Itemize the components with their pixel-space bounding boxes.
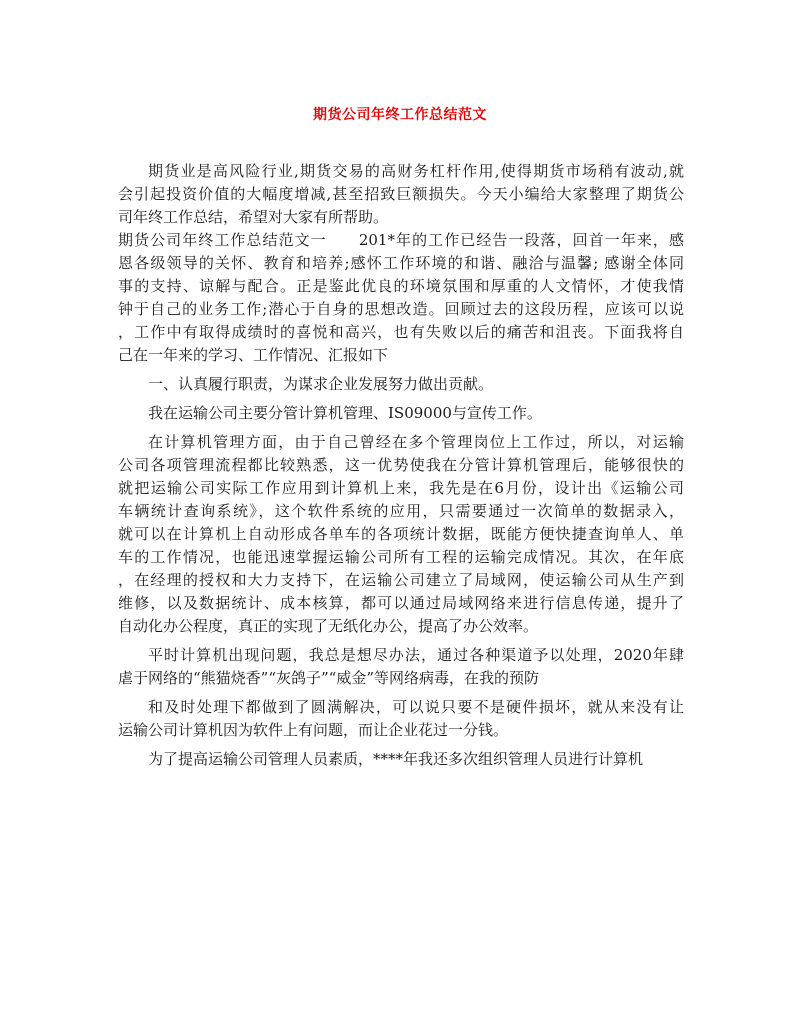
text-line: 平时计算机出现问题，我总是想尽办法，通过各种渠道予以处理，2020年肆 xyxy=(148,646,684,664)
text-line: 自动化办公程度，真正的实现了无纸化办公，提高了办公效率。 xyxy=(118,617,539,635)
text-line: 公司各项管理流程都比较熟悉，这一优势使我在分管计算机管理后，能够很快的 xyxy=(118,456,684,474)
text-line: 事的支持、谅解与配合。正是鉴此优良的环境氛围和厚重的人文情怀，才使我情 xyxy=(118,277,684,295)
text-line: ，工作中有取得成绩时的喜悦和高兴，也有失败以后的痛苦和沮丧。下面我将自 xyxy=(118,323,684,341)
paragraph xyxy=(118,431,684,638)
text-line: 和及时处理下都做到了圆满解决，可以说只要不是硬件损坏，就从来没有让 xyxy=(148,698,684,716)
document-body xyxy=(118,160,684,771)
paragraph xyxy=(118,402,684,425)
paragraph xyxy=(118,644,684,690)
text-line: 我在运输公司主要分管计算机管理、IS09000与宣传工作。 xyxy=(148,404,542,422)
text-line: 司年终工作总结，希望对大家有所帮助。 xyxy=(118,208,389,226)
text-line: 钟于自己的业务工作;潜心于自身的思想改造。回顾过去的这段历程，应该可以说 xyxy=(118,300,684,318)
text-line: 会引起投资价值的大幅度增减,甚至招致巨额损失。今天小编给大家整理了期货公 xyxy=(118,185,684,203)
text-line: 一、认真履行职责，为谋求企业发展努力做出贡献。 xyxy=(148,375,494,393)
text-line: 在计算机管理方面，由于自己曾经在多个管理岗位上工作过，所以，对运输 xyxy=(148,433,684,451)
text-line: 车辆统计查询系统》，这个软件系统的应用，只需要通过一次简单的数据录入， xyxy=(118,502,684,520)
paragraph xyxy=(118,229,684,367)
text-line: 就把运输公司实际工作应用到计算机上来，我先是在6月份，设计出《运输公司 xyxy=(118,479,684,497)
document-title: 期货公司年终工作总结范文 xyxy=(313,107,487,123)
text-line: ，在经理的授权和大力支持下，在运输公司建立了局域网，使运输公司从生产到 xyxy=(118,571,684,589)
text-line: 虐于网络的“熊猫烧香”“灰鸽子”“威金”等网络病毒，在我的预防 xyxy=(118,669,540,687)
text-line: 运输公司计算机因为软件上有问题，而让企业花过一分钱。 xyxy=(118,721,509,739)
text-line: 就可以在计算机上自动形成各单车的各项统计数据，既能方便快捷查询单人、单 xyxy=(118,525,684,543)
text-line: 车的工作情况，也能迅速掌握运输公司所有工程的运输完成情况。其次，在年底 xyxy=(118,548,684,566)
paragraph xyxy=(118,748,684,771)
text-line: 为了提高运输公司管理人员素质，****年我还多次组织管理人员进行计算机 xyxy=(148,750,644,768)
text-line: 期货公司年终工作总结范文一 201*年的工作已经告一段落，回首一年来，感 xyxy=(118,231,684,249)
text-line: 维修，以及数据统计、成本核算，都可以通过局域网络来进行信息传递，提升了 xyxy=(118,594,684,612)
text-line: 己在一年来的学习、工作情况、汇报如下 xyxy=(118,346,389,364)
text-line: 恩各级领导的关怀、教育和培养;感怀工作环境的和谐、融洽与温馨; 感谢全体同 xyxy=(118,254,684,272)
paragraph xyxy=(118,696,684,742)
paragraph xyxy=(118,160,684,229)
text-line: 期货业是高风险行业,期货交易的高财务杠杆作用,使得期货市场稍有波动,就 xyxy=(148,162,684,180)
paragraph xyxy=(118,373,684,396)
